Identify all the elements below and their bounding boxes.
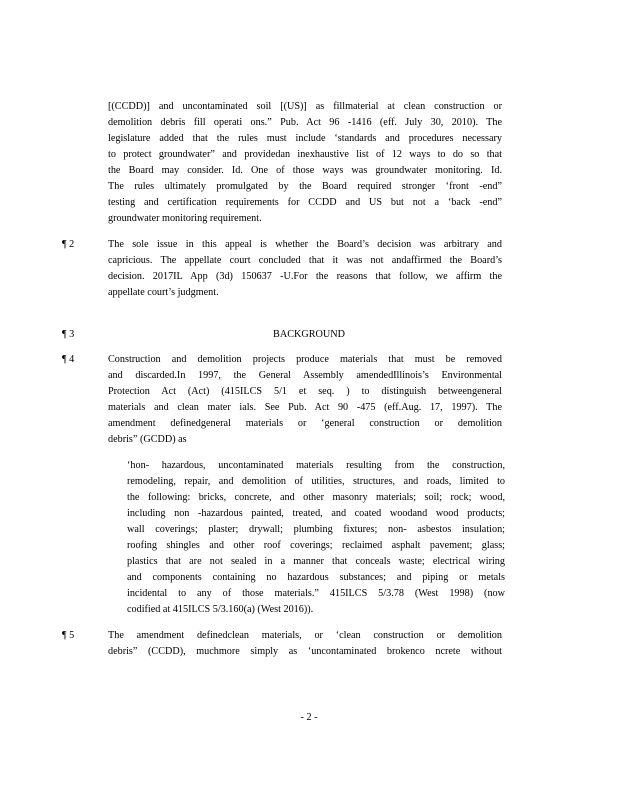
text-line: The sole issue in this appeal is whether the Board’s decision was arbitrary and — [108, 239, 502, 250]
text-line: legislature added that the rules must include ‘standards and procedures necessary — [108, 133, 502, 144]
quote-line: plastics that are not sealed in a manner that conceals waste; electrical wiring — [127, 556, 505, 567]
paragraph-number: ¶ 3 — [62, 329, 75, 340]
paragraph-number: ¶ 4 — [62, 354, 75, 365]
text-line: decision. 2017IL App (3d) 150637 -U.For the reasons that follow, we affirm the — [108, 271, 502, 282]
text-line: Protection Act (Act) (415ILCS 5/1 et seq. ) to distinguish betweengeneral — [108, 386, 502, 397]
quote-line: remodeling, repair, and demolition of utilities, structures, and roads, limited to — [127, 476, 505, 487]
text-line: demolition debris fill operati ons.” Pub. Act 96 -1416 (eff. July 30, 2010). The — [108, 117, 502, 128]
text-line: and discarded.In 1997, the General Assembly amendedIllinois’s Environmental — [108, 370, 502, 381]
paragraph-number: ¶ 2 — [62, 239, 75, 250]
paragraph-number: ¶ 5 — [62, 630, 75, 641]
text-line: groundwater monitoring requirement. — [108, 213, 262, 224]
text-line: The amendment definedclean materials, or ‘clean construction or demolition — [108, 630, 502, 641]
text-line: debris” (GCDD) as — [108, 434, 187, 445]
text-line: amendment definedgeneral materials or ‘general construction or demolition — [108, 418, 502, 429]
quote-line: the following: bricks, concrete, and other masonry materials; soil; rock; wood, — [127, 492, 505, 503]
quote-line: codified at 415ILCS 5/3.160(a) (West 2016)). — [127, 604, 314, 615]
text-line: to protect groundwater” and providedan inexhaustive list of 12 ways to do so that — [108, 149, 502, 160]
quote-line: roofing shingles and other roof coverings; reclaimed asphalt pavement; glass; — [127, 540, 505, 551]
text-line: capricious. The appellate court concluded that it was not andaffirmed the Board’s — [108, 255, 502, 266]
text-line: debris” (CCDD), muchmore simply as ‘uncontaminated brokenco ncrete without — [108, 646, 502, 657]
quote-line: ‘hon- hazardous, uncontaminated materials resulting from the construction, — [127, 460, 505, 471]
page-number: - 2 - — [300, 712, 318, 723]
quote-line: and components containing no hazardous substances; and piping or metals — [127, 572, 505, 583]
quote-line: including non -hazardous painted, treated, and coated woodand wood products; — [127, 508, 505, 519]
section-heading: BACKGROUND — [273, 329, 345, 340]
text-line: The rules ultimately promulgated by the Board required stronger ‘front -end” — [108, 181, 502, 192]
text-line: [(CCDD)] and uncontaminated soil [(US)] as fillmaterial at clean construction or — [108, 101, 502, 112]
text-line: Construction and demolition projects produce materials that must be removed — [108, 354, 502, 365]
quote-line: wall coverings; plaster; drywall; plumbing fixtures; non- asbestos insulation; — [127, 524, 505, 535]
text-line: the Board may consider. Id. One of those ways was groundwater monitoring. Id. — [108, 165, 502, 176]
text-line: appellate court’s judgment. — [108, 287, 219, 298]
quote-line: incidental to any of those materials.” 415ILCS 5/3.78 (West 1998) (now — [127, 588, 505, 599]
text-line: materials and clean mater ials. See Pub. Act 90 -475 (eff.Aug. 17, 1997). The — [108, 402, 502, 413]
text-line: testing and certification requirements for CCDD and US but not a ‘back -end” — [108, 197, 502, 208]
